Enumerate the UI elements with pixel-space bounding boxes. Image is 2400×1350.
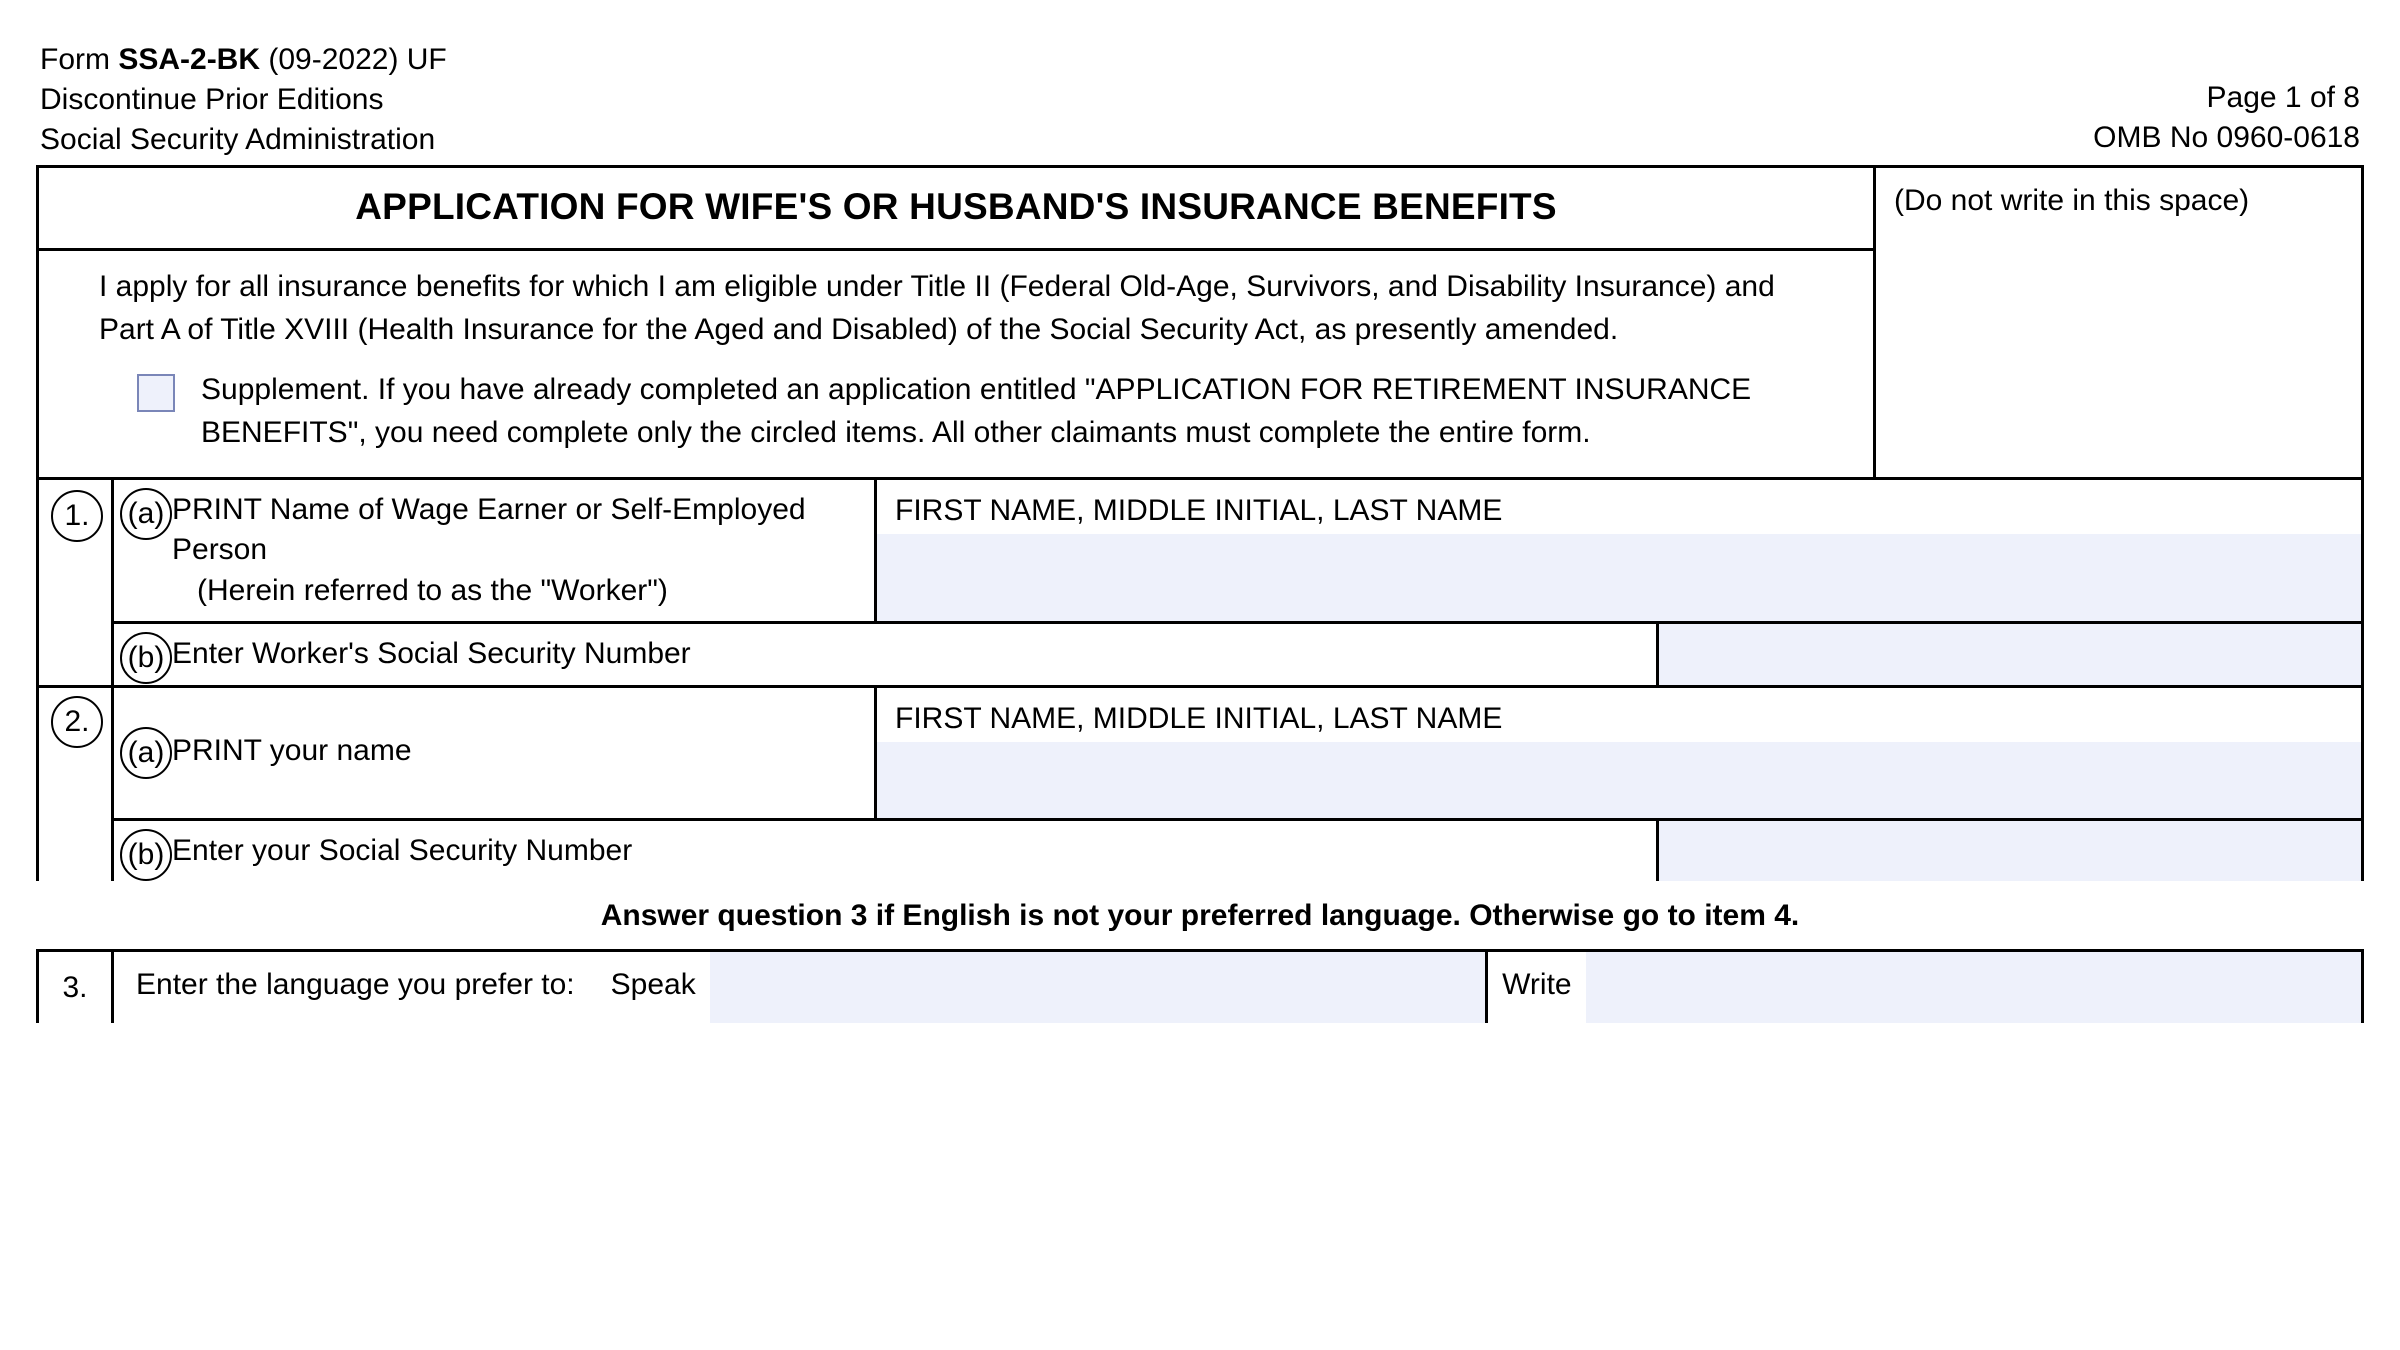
- question-1a: [114, 480, 2361, 622]
- page-number: Page 1 of 8: [2206, 81, 2360, 114]
- question-2b-label-cell: [114, 821, 1659, 882]
- form-label-prefix: Form: [40, 43, 119, 76]
- supplement-text: Supplement. If you have already completed an application entitled "APPLICATION FOR RETIREMENT INSURANCE BENEFITS", you need complete only the circled items. All other claimants must complete the entire form.: [201, 372, 1752, 450]
- form-header: [36, 40, 2364, 165]
- question-2-row: [39, 685, 2361, 882]
- question-2a-field-cell: [877, 688, 2361, 818]
- question-3-number: 3.: [62, 970, 88, 1004]
- question-1-number-column: [39, 480, 111, 685]
- page-title: [39, 168, 1873, 251]
- question-1a-field-cell: [877, 480, 2361, 622]
- question-1a-letter: (a): [120, 488, 172, 540]
- form-label-suffix: (09-2022) UF: [260, 43, 447, 76]
- apply-statement: I apply for all insurance benefits for which I am eligible under Title II (Federal Old-Age, Survivors, and Disability Insurance) and Part A of Title XVIII (Health Insurance for the Aged and Disabled) of the Social Security Act, as presently amended.: [99, 269, 1775, 347]
- question-1b-label: Enter Worker's Social Security Number: [172, 637, 691, 671]
- question-2-body: [111, 688, 2361, 882]
- do-not-write-label: (Do not write in this space): [1894, 183, 2250, 217]
- question-2a-caption: FIRST NAME, MIDDLE INITIAL, LAST NAME: [895, 701, 1503, 735]
- question-2a-label: PRINT your name: [172, 734, 412, 768]
- page-title-text: APPLICATION FOR WIFE'S OR HUSBAND'S INSURANCE BENEFITS: [355, 185, 1557, 227]
- title-row: [39, 168, 2361, 477]
- question-2b-label: Enter your Social Security Number: [172, 833, 633, 867]
- omb-number: OMB No 0960-0618: [2093, 121, 2360, 155]
- question-1a-caption: FIRST NAME, MIDDLE INITIAL, LAST NAME: [895, 493, 1503, 527]
- question-2-number-column: [39, 688, 111, 882]
- question-3-speak-label: Speak: [610, 968, 696, 1002]
- question-2b-input[interactable]: [1659, 821, 2361, 882]
- form-header-left: [40, 40, 447, 161]
- question-1-row: [39, 477, 2361, 685]
- question-1b-label-cell: [114, 624, 1659, 685]
- question-2a-letter: (a): [120, 727, 172, 779]
- agency-name: Social Security Administration: [40, 123, 436, 157]
- language-instruction-banner: Answer question 3 if English is not your preferred language. Otherwise go to item 4.: [600, 899, 1800, 933]
- question-1a-label-cell: [114, 480, 877, 622]
- supplement-checkbox[interactable]: [137, 374, 175, 412]
- question-2b-field-cell: [1659, 821, 2361, 882]
- question-3-write-input[interactable]: [1586, 952, 2361, 1023]
- question-2-number: 2.: [51, 696, 103, 748]
- question-1b-letter: (b): [120, 632, 172, 684]
- question-2a-input[interactable]: [877, 742, 2361, 818]
- form-number: SSA-2-BK: [118, 43, 261, 76]
- form-grid: [36, 165, 2364, 882]
- title-block: [39, 168, 1876, 477]
- form-identifier-line: [40, 40, 447, 80]
- question-1a-label: PRINT Name of Wage Earner or Self-Employed Person (Herein referred to as the "Worker"): [172, 492, 806, 607]
- question-1a-input[interactable]: [877, 534, 2361, 622]
- question-2b-letter: (b): [120, 829, 172, 881]
- question-3-body: [111, 952, 2361, 1023]
- question-2a-label-cell: [114, 688, 877, 818]
- question-1b-input[interactable]: [1659, 624, 2361, 685]
- supplement-block: [39, 362, 1873, 477]
- question-3-row: [36, 949, 2364, 1023]
- question-1b: [114, 621, 2361, 685]
- do-not-write-area: [1876, 168, 2361, 477]
- question-3-label: Enter the language you prefer to:: [136, 968, 575, 1002]
- question-1-number: 1.: [51, 490, 103, 542]
- question-1b-field-cell: [1659, 624, 2361, 685]
- form-header-right: [2093, 40, 2360, 158]
- question-3-speak-input[interactable]: [710, 952, 1485, 1023]
- question-3-write-label: Write: [1502, 968, 1572, 1002]
- question-2a: [114, 688, 2361, 818]
- question-1-body: [111, 480, 2361, 685]
- question-2b: [114, 818, 2361, 882]
- discontinue-prior-editions: Discontinue Prior Editions: [40, 83, 384, 117]
